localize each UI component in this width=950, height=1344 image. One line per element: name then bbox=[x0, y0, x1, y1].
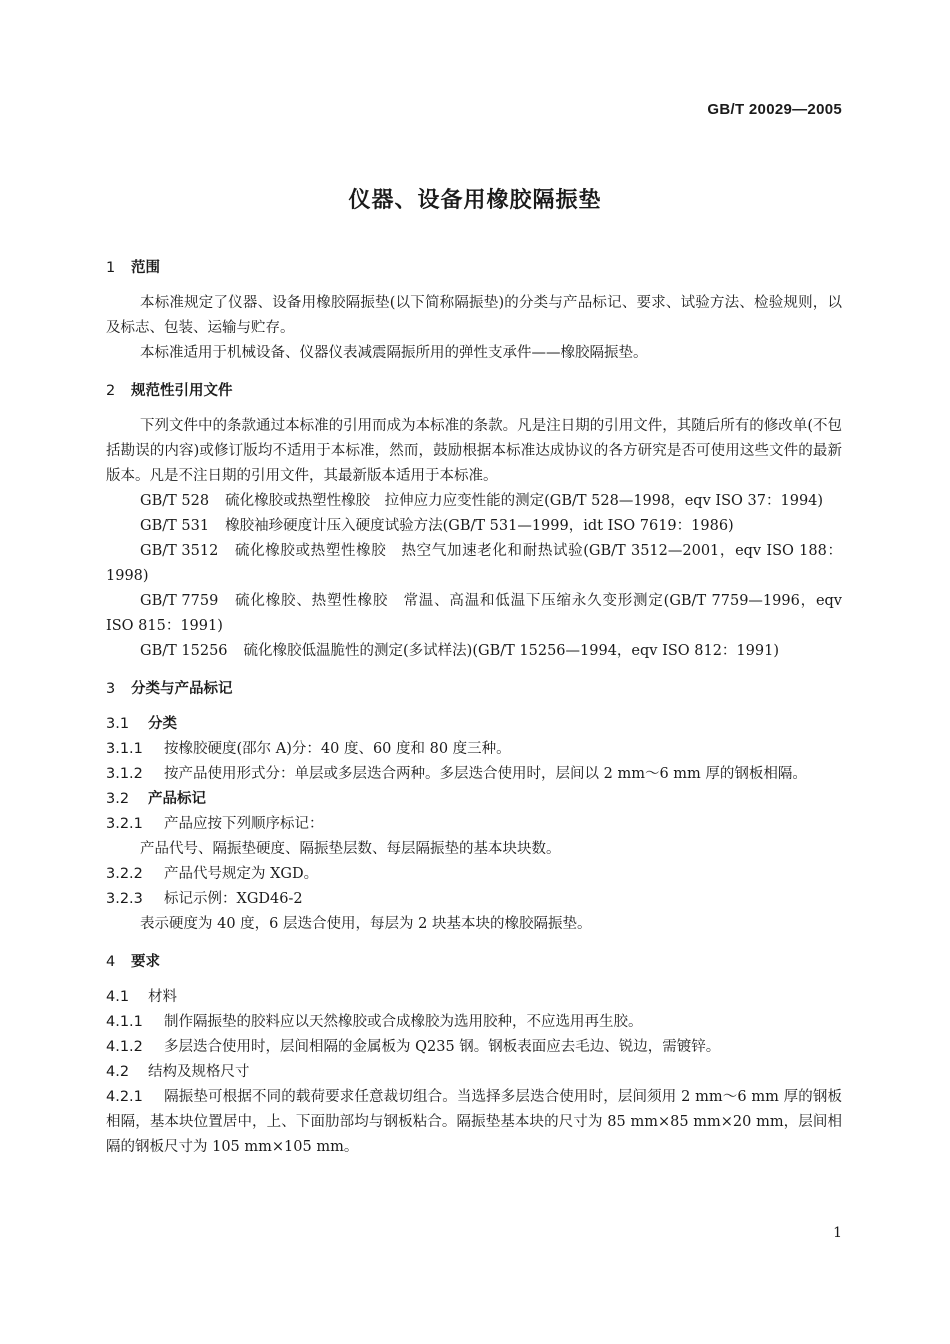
clause-3-2-3-detail: 表示硬度为 40 度，6 层迭合使用，每层为 2 块基本块的橡胶隔振垫。 bbox=[140, 916, 592, 932]
reference-item: GB/T 531 橡胶袖珍硬度计压入硬度试验方法(GB/T 531—1999，idt ISO 7619：1986) bbox=[140, 518, 734, 534]
standard-number: GB/T 20029—2005 bbox=[707, 101, 842, 118]
subsection-heading-3-2: 3.2 产品标记 bbox=[106, 791, 206, 807]
reference-item: GB/T 528 硫化橡胶或热塑性橡胶 拉伸应力应变性能的测定(GB/T 528—1998，eqv ISO 37：1994) bbox=[140, 493, 824, 509]
section-heading-4: 4 要求 bbox=[106, 954, 160, 970]
clause-4-1-1: 4.1.1 制作隔振垫的胶料应以天然橡胶或合成橡胶为选用胶种，不应选用再生胶。 bbox=[106, 1014, 643, 1030]
clause-4-2-1: 4.2.1 隔振垫可根据不同的载荷要求任意裁切组合。当选择多层迭合使用时，层间须用 2 mm～6 mm 厚的钢板相隔，基本块位置居中，上、下面肋部均与钢板粘合。隔振垫基本块的尺寸为 85 mm×85 mm×20 mm，层间相隔的钢板尺寸为 105 mm×105 mm。 bbox=[106, 1089, 842, 1155]
paragraph-scope-2: 本标准适用于机械设备、仪器仪表减震隔振所用的弹性支承件——橡胶隔振垫。 bbox=[140, 345, 648, 361]
subsection-heading-4-1: 4.1 材料 bbox=[106, 989, 177, 1005]
clause-3-2-2: 3.2.2 产品代号规定为 XGD。 bbox=[106, 866, 319, 882]
clause-3-2-1: 3.2.1 产品应按下列顺序标记： bbox=[106, 816, 324, 832]
section-heading-1: 1 范围 bbox=[106, 260, 160, 276]
reference-item: GB/T 7759 硫化橡胶、热塑性橡胶 常温、高温和低温下压缩永久变形测定(GB/T 7759—1996，eqv ISO 815：1991) bbox=[106, 593, 842, 634]
clause-3-1-1: 3.1.1 按橡胶硬度(邵尔 A)分：40 度、60 度和 80 度三种。 bbox=[106, 741, 511, 757]
paragraph-scope-1: 本标准规定了仪器、设备用橡胶隔振垫(以下简称隔振垫)的分类与产品标记、要求、试验方法、检验规则，以及标志、包装、运输与贮存。 bbox=[106, 295, 842, 336]
subsection-heading-4-2: 4.2 结构及规格尺寸 bbox=[106, 1064, 250, 1080]
section-heading-3: 3 分类与产品标记 bbox=[106, 681, 233, 697]
clause-3-1-2: 3.1.2 按产品使用形式分：单层或多层迭合两种。多层迭合使用时，层间以 2 mm～6 mm 厚的钢板相隔。 bbox=[106, 766, 807, 782]
paragraph-references-intro: 下列文件中的条款通过本标准的引用而成为本标准的条款。凡是注日期的引用文件，其随后所有的修改单(不包括勘误的内容)或修订版均不适用于本标准，然而，鼓励根据本标准达成协议的各方研究是否可使用这些文件的最新版本。凡是不注日期的引用文件，其最新版本适用于本标准。 bbox=[106, 418, 842, 484]
clause-4-1-2: 4.1.2 多层迭合使用时，层间相隔的金属板为 Q235 钢。钢板表面应去毛边、锐边，需镀锌。 bbox=[106, 1039, 721, 1055]
reference-item: GB/T 15256 硫化橡胶低温脆性的测定(多试样法)(GB/T 15256—1994，eqv ISO 812：1991) bbox=[140, 643, 779, 659]
document-body bbox=[106, 255, 842, 1160]
reference-item: GB/T 3512 硫化橡胶或热塑性橡胶 热空气加速老化和耐热试验(GB/T 3512—2001，eqv ISO 188：1998) bbox=[106, 543, 842, 584]
clause-3-2-3: 3.2.3 标记示例：XGD46-2 bbox=[106, 891, 303, 907]
document-title: 仪器、设备用橡胶隔振垫 bbox=[348, 188, 602, 213]
clause-3-2-1-detail: 产品代号、隔振垫硬度、隔振垫层数、每层隔振垫的基本块块数。 bbox=[140, 841, 561, 857]
section-heading-2: 2 规范性引用文件 bbox=[106, 383, 233, 399]
page-number: 1 bbox=[833, 1225, 842, 1241]
subsection-heading-3-1: 3.1 分类 bbox=[106, 716, 177, 732]
